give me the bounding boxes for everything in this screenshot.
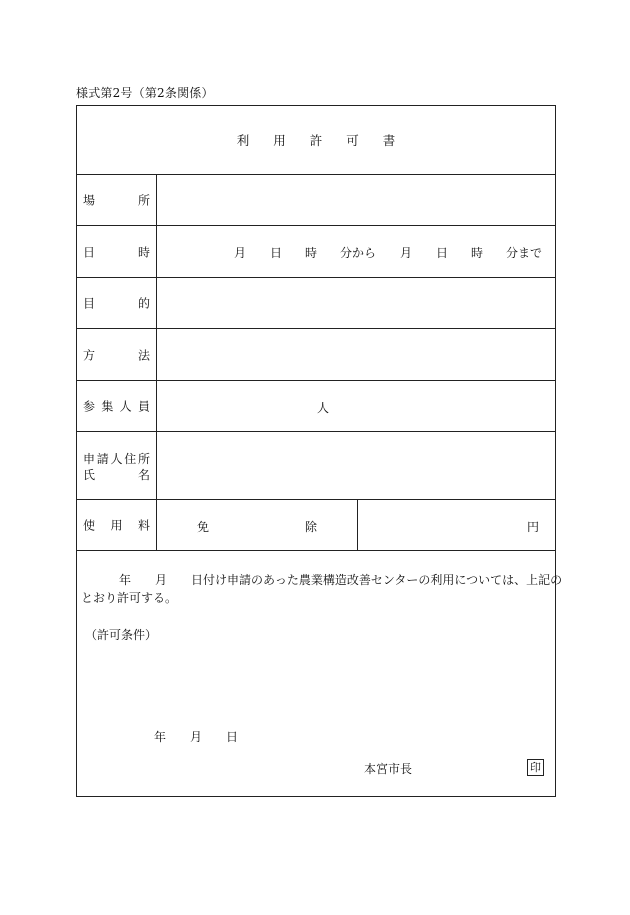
row-method	[77, 329, 555, 381]
row-attendees	[77, 381, 555, 432]
yen-unit: 円	[526, 520, 539, 534]
statement-text: 日付け申請のあった農業構造改善センターの利用については、上記の	[191, 573, 563, 587]
label-char: 使	[83, 518, 96, 533]
label-char: 人	[119, 399, 132, 414]
row-label	[77, 500, 157, 550]
row-applicant	[77, 432, 555, 500]
label-char: 申	[83, 452, 96, 466]
label-char: 場	[83, 193, 96, 208]
title-char: 書	[382, 133, 396, 148]
applicant-field[interactable]	[157, 432, 555, 499]
dt-part: 月	[400, 246, 413, 260]
dt-part: 時	[305, 246, 318, 260]
fee-field	[157, 500, 555, 550]
label-char: 用	[110, 518, 123, 533]
label-char: 集	[101, 399, 114, 414]
method-field[interactable]	[157, 329, 555, 380]
label-char: 時	[137, 245, 150, 259]
row-label	[77, 226, 157, 277]
date-part: 日	[226, 730, 239, 744]
row-purpose	[77, 278, 555, 329]
exempt-char: 除	[305, 520, 318, 534]
row-label	[77, 329, 157, 380]
row-label	[77, 381, 157, 431]
permit-statement	[81, 571, 563, 607]
dt-part: 時	[471, 246, 484, 260]
year-label: 年	[119, 573, 132, 587]
label-char: 員	[137, 399, 150, 414]
datetime-field[interactable]	[157, 226, 555, 277]
seal-mark: 印	[527, 759, 544, 776]
form-number-label: 様式第2号（第2条関係）	[76, 86, 214, 100]
row-place	[77, 175, 555, 226]
title-char: 利	[236, 133, 250, 148]
label-char: 目	[83, 296, 96, 311]
label-char: 方	[83, 348, 96, 362]
label-char: 住	[124, 452, 137, 466]
row-label	[77, 175, 157, 225]
conditions-label: （許可条件）	[85, 628, 158, 642]
label-char: 日	[83, 245, 96, 259]
row-label	[77, 278, 157, 328]
label-char: 参	[83, 399, 96, 414]
row-label	[77, 432, 157, 499]
label-char: 人	[110, 452, 123, 466]
date-part: 年	[154, 730, 167, 744]
attendees-unit: 人	[317, 401, 330, 415]
issuer-name: 本宮市長	[364, 762, 413, 776]
exempt-char: 免	[197, 520, 210, 534]
date-part: 月	[190, 730, 203, 744]
title-char: 可	[346, 133, 359, 148]
label-char: 料	[137, 518, 150, 533]
label-char: 請	[96, 452, 109, 466]
dt-part: 分から	[340, 246, 377, 260]
title-char: 用	[273, 133, 286, 148]
label-char: 氏	[83, 468, 96, 482]
place-field[interactable]	[157, 175, 555, 225]
fee-exempt-cell[interactable]	[157, 500, 358, 550]
label-char: 所	[137, 193, 150, 208]
label-char: 的	[137, 296, 150, 311]
attendees-field[interactable]	[157, 381, 555, 431]
dt-part: 日	[270, 246, 283, 260]
dt-part: 日	[436, 246, 449, 260]
label-char: 法	[137, 348, 150, 362]
label-char: 所	[137, 452, 150, 466]
row-fee	[77, 500, 555, 551]
permit-form	[76, 105, 563, 797]
permit-body	[77, 551, 563, 796]
statement-text-line2: とおり許可する。	[81, 591, 178, 605]
purpose-field[interactable]	[157, 278, 555, 328]
month-label: 月	[155, 573, 168, 587]
form-title	[77, 106, 555, 175]
dt-part: 分まで	[506, 246, 543, 260]
label-char: 名	[137, 468, 150, 482]
fee-amount-cell[interactable]	[357, 500, 555, 550]
dt-part: 月	[234, 246, 247, 260]
title-char: 許	[309, 133, 323, 148]
row-datetime	[77, 226, 555, 278]
